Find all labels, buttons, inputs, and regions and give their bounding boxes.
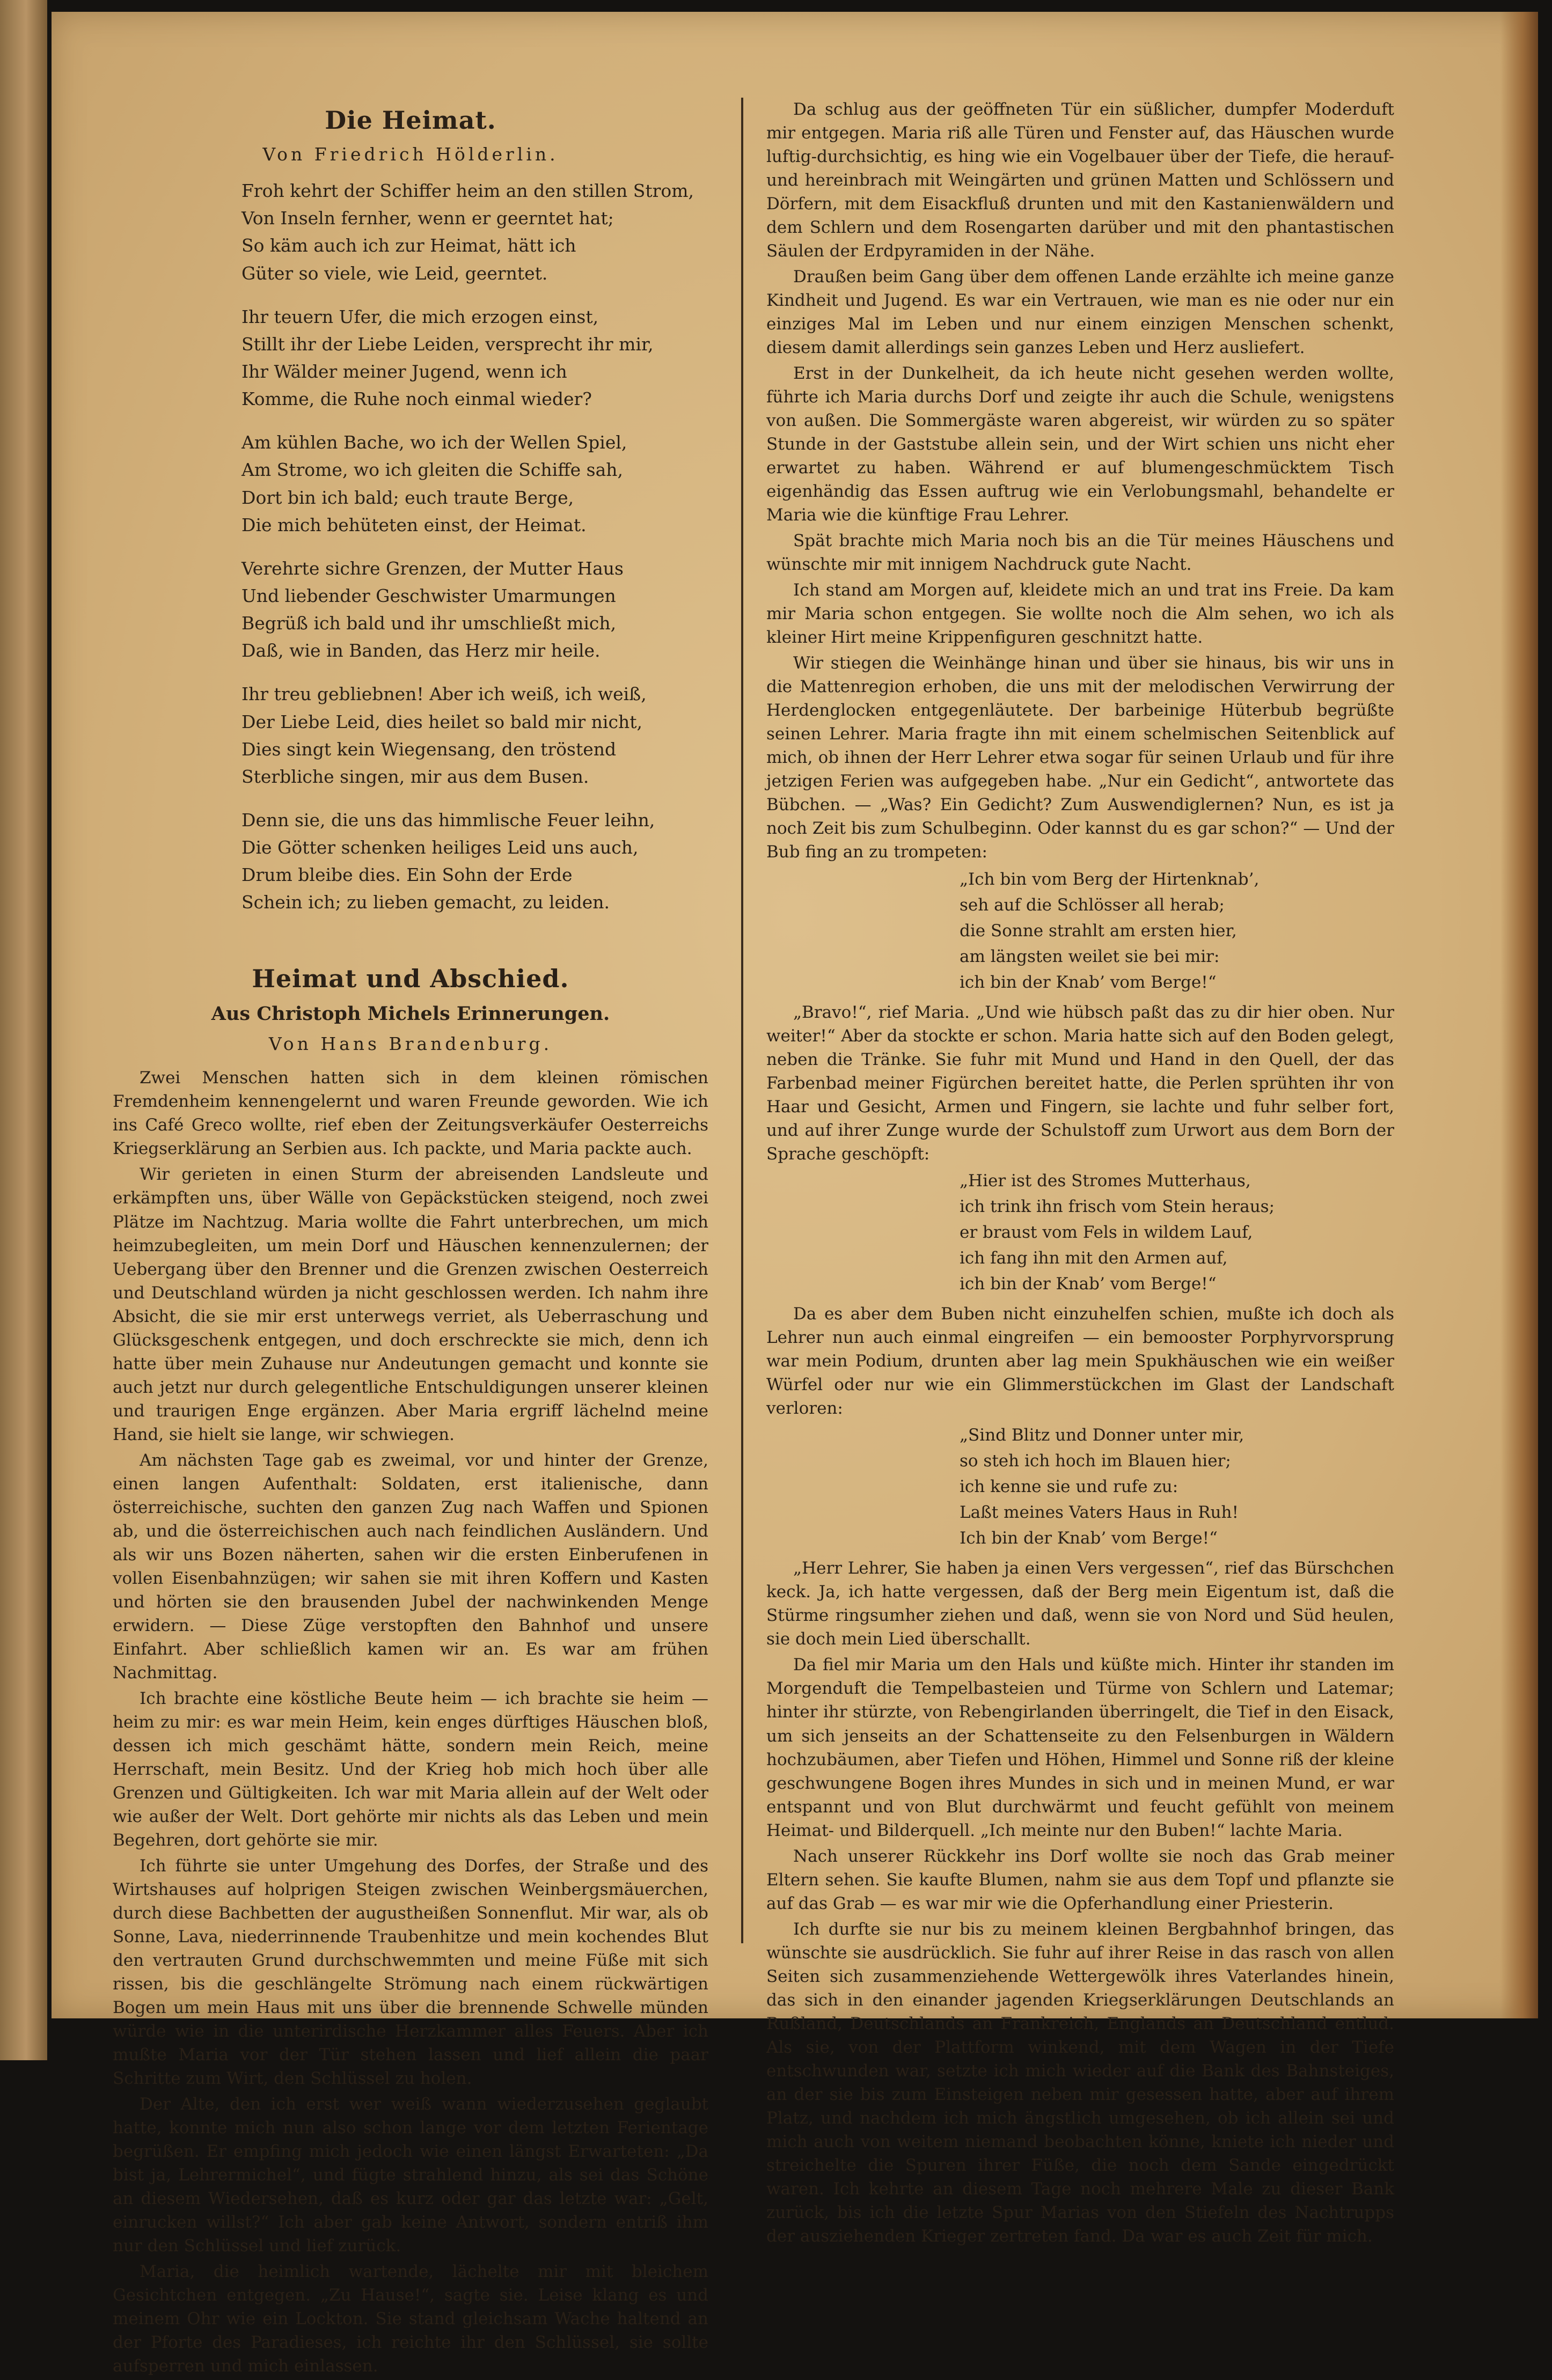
song-line: Laßt meines Vaters Haus in Ruh! bbox=[960, 1503, 1239, 1523]
story-paragraph: Da es aber dem Buben nicht einzuhelfen schien, mußte ich doch als Lehrer nun auch einmal eingreifen — ein bemooster Porphyrvorsprung war mein Podium, drunten aber lag mein Spukhäuschen wie ein weißer Würfel oder nur wie ein Glimmerstückchen im Glast der Landschaft verloren: bbox=[766, 1304, 1394, 1419]
song-verse bbox=[960, 1168, 1394, 1297]
left-column bbox=[113, 103, 708, 2380]
story-paragraph: Maria, die heimlich wartende, lächelte mir mit bleichem Gesichtchen entgegen. „Zu Hause!“, sagte sie. Leise klang es und meinem Ohr wie ein Lockton. Sie stand gleichsam Wache haltend an der Pforte des Paradieses, ich reichte ihr den Schlüssel, sie sollte aufsperren und mich einlassen. bbox=[113, 2262, 708, 2376]
poem-line: Die Götter schenken heiliges Leid uns auch, bbox=[241, 837, 639, 858]
poem-title: Die Heimat. bbox=[325, 106, 496, 135]
poem-author: Von Friedrich Hölderlin. bbox=[262, 144, 559, 165]
story-paragraph: Ich führte sie unter Umgehung des Dorfes, der Straße und des Wirtshauses auf holprigen Steigen zwischen Weinbergsmäuerchen, durch diese Bachbetten der augustheißen Sonnenflut. Mir war, als ob Sonne, Lava, niederrinnende Traubenhitze und mein kochendes Blut den vertrauten Grund durchschwemmten und meine Füße mit sich rissen, bis die geschlängelte Strömung nach einem rückwärtigen Bogen um mein Haus mit uns über die brennende Schwelle münden würde wie in die unterirdische Herzkammer alles Feuers. Aber ich mußte Maria vor der Tür stehen lassen und lief allein die paar Schritte zum Wirt, den Schlüssel zu holen. bbox=[113, 1856, 708, 2089]
story-paragraph: Der Alte, den ich erst wer weiß wann wiederzusehen geglaubt hatte, konnte mich nun also schon lange vor dem letzten Ferientage begrüßen. Er empfing mich jedoch wie einen längst Erwarteten: „Da bist ja, Lehrermichel“, und fügte strahlend hinzu, als sei das Schöne an diesem Wiedersehen, daß es kurz oder gar das letzte war: „Gelt, einrucken willst?“ Ich aber gab keine Antwort, sondern entriß ihm nur den Schlüssel und lief zurück. bbox=[113, 2095, 708, 2256]
story-author: Von Hans Brandenburg. bbox=[268, 1033, 553, 1054]
poem-line: Daß, wie in Banden, das Herz mir heile. bbox=[241, 640, 601, 662]
story-paragraph: Zwei Menschen hatten sich in dem kleinen römischen Fremdenheim kennengelernt und waren Freunde geworden. Wie ich ins Café Greco wollte, rief eben der Zeitungsverkäufer Oesterreichs Kriegserklärung an Serbien aus. Ich packte, und Maria packte auch. bbox=[113, 1068, 708, 1159]
song-line: ich kenne sie und rufe zu: bbox=[960, 1477, 1178, 1497]
story-paragraph: Spät brachte mich Maria noch bis an die Tür meines Häuschens und wünschte mir mit innigem Nachdruck gute Nacht. bbox=[766, 531, 1394, 575]
story-paragraph: Draußen beim Gang über dem offenen Lande erzählte ich meine ganze Kindheit und Jugend. Es war ein Vertrauen, wie man es nie oder nur ein einziges Mal im Leben und nur einem einzigen Menschen schenkt, diesem damit allerdings sein ganzes Leben und Herz ausliefert. bbox=[766, 267, 1394, 358]
story-paragraph: „Bravo!“, rief Maria. „Und wie hübsch paßt das zu dir hier oben. Nur weiter!“ Aber da stockte er schon. Maria hatte sich auf den Boden gelegt, neben die Tränke. Sie fuhr mit Mund und Hand in den Quell, der das Farbenbad meiner Figürchen bereitet hatte, die Perlen sprühten ihr von Haar und Gesicht, Armen und Fingern, sie lachte und fuhr selber fort, und auf ihrer Zunge wurde der Schulstoff zum Urwort aus dem Born der Sprache geschöpft: bbox=[766, 1002, 1394, 1164]
story-paragraph: Erst in der Dunkelheit, da ich heute nicht gesehen werden wollte, führte ich Maria durchs Dorf und zeigte ihr auch die Schule, wenigstens von außen. Die Sommergäste waren abgereist, wir würden zu so später Stunde in der Gaststube allein sein, und der Wirt schien uns nicht eher erwartet zu haben. Während er auf blumengeschmücktem Tisch eigenhändig das Essen auftrug wie ein Verlobungsmahl, behandelte er Maria wie die künftige Frau Lehrer. bbox=[766, 364, 1394, 525]
poem-stanza bbox=[241, 303, 708, 413]
poem-stanza bbox=[241, 680, 708, 790]
right-column bbox=[766, 98, 1394, 2250]
poem-stanza bbox=[241, 555, 708, 665]
poem-line: Komme, die Ruhe noch einmal wieder? bbox=[241, 388, 592, 410]
poem-line: Der Liebe Leid, dies heilet so bald mir nicht, bbox=[241, 711, 642, 732]
poem-line: Ihr treu gebliebnen! Aber ich weiß, ich weiß, bbox=[241, 684, 647, 705]
story-paragraph: Ich brachte eine köstliche Beute heim — ich brachte sie heim — heim zu mir: es war mein Heim, kein enges dürftiges Häuschen bloß, dessen ich mich geschämt hätte, sondern mein Reich, meine Herrschaft, mein Besitz. Und der Krieg hob mich hoch über alle Grenzen und Gültigkeiten. Ich war mit Maria allein auf der Welt oder wie außer der Welt. Dort gehörte mir nichts als das Leben und mein Begehren, dort gehörte sie mir. bbox=[113, 1688, 708, 1850]
adjacent-page-fragment bbox=[0, 0, 47, 2060]
song-line: „Ich bin vom Berg der Hirtenknab’, bbox=[960, 869, 1260, 889]
page-spine-shadow bbox=[1500, 12, 1538, 2018]
poem-line: Verehrte sichre Grenzen, der Mutter Haus bbox=[241, 557, 624, 579]
song-line: ich trink ihn frisch vom Stein heraus; bbox=[960, 1196, 1275, 1216]
song-line: Ich bin der Knab’ vom Berge!“ bbox=[960, 1529, 1218, 1548]
newspaper-page bbox=[52, 12, 1538, 2376]
song-line: er braust vom Fels in wildem Lauf, bbox=[960, 1222, 1253, 1242]
poem-line: Stillt ihr der Liebe Leiden, versprecht ihr mir, bbox=[241, 333, 654, 355]
poem-line: Am Strome, wo ich gleiten die Schiffe sah, bbox=[241, 459, 624, 481]
poem-line: Froh kehrt der Schiffer heim an den stillen Strom, bbox=[241, 180, 694, 202]
poem-line: Ihr teuern Ufer, die mich erzogen einst, bbox=[241, 306, 599, 327]
story-paragraph: Da schlug aus der geöffneten Tür ein süßlicher, dumpfer Moderduft mir entgegen. Maria riß alle Türen und Fenster auf, das Häuschen wurde luftig-durchsichtig, es hing wie ein Vogelbauer über der Tiefe, die herauf- und hereinbrach mit Weingärten und grünen Matten und Schlössern und Dörfern, mit dem Eisackfluß drunten und mit den Kastanienwäldern und dem Schlern und dem Rosengarten darüber und mit den phantastischen Säulen der Erdpyramiden in der Nähe. bbox=[766, 100, 1394, 261]
story-paragraph: Am nächsten Tage gab es zweimal, vor und hinter der Grenze, einen langen Aufenthalt: Soldaten, erst italienische, dann österreichische, suchten den ganzen Zug nach Waffen und Spionen ab, und die österreichischen auch nach feindlichen Ausländern. Und als wir uns Bozen näherten, sahen wir die ersten Einberufenen in vollen Eisenbahnzügen; wir sahen sie mit ihren Koffern und Kasten und hörten sie den brausenden Jubel der nachwinkenden Menge erwidern. — Diese Züge verstopften den Bahnhof und unsere Einfahrt. Aber schließlich kamen wir an. Es war am frühen Nachmittag. bbox=[113, 1450, 708, 1683]
poem-body bbox=[241, 177, 708, 916]
song-verse bbox=[960, 866, 1394, 995]
poem-line: Ihr Wälder meiner Jugend, wenn ich bbox=[241, 361, 567, 383]
story-paragraph: Ich stand am Morgen auf, kleidete mich an und trat ins Freie. Da kam mir Maria schon entgegen. Sie wollte noch die Alm sehen, wo ich als kleiner Hirt meine Krippenfiguren geschnitzt hatte. bbox=[766, 581, 1394, 648]
poem-line: Die mich behüteten einst, der Heimat. bbox=[241, 514, 587, 535]
song-line: am längsten weilet sie bei mir: bbox=[960, 946, 1220, 966]
song-line: seh auf die Schlösser all herab; bbox=[960, 895, 1225, 915]
poem-line: Sterbliche singen, mir aus dem Busen. bbox=[241, 766, 589, 787]
story-paragraph: Ich durfte sie nur bis zu meinem kleinen Bergbahnhof bringen, das wünschte sie ausdrücklich. Sie fuhr auf ihrer Reise in das rasch von allen Seiten sich zusammenziehende Wettergewölk ihres Vaterlandes hinein, das sich in den einander jagenden Kriegserklärungen Deutschlands an Rußland, Deutschlands an Frankreich, Englands an Deutschland entlud. Als sie, von der Plattform winkend, mit dem Wagen in der Tiefe entschwunden war, setzte ich mich wieder auf die Bank des Bahnsteiges, an der sie bis zum Einsteigen neben mir gesessen hatte, aber auf ihrem Platz, und nachdem ich mich ängstlich umgesehen, ob ich allein sei und mich auch von weitem niemand beobachten könne, kniete ich nieder und streichelte die Spuren ihrer Füße, die noch dem Sande eingedrückt waren. Ich kehrte an diesem Tage noch mehrere Male zu dieser Bank zurück, bis ich die letzte Spur Marias von den Stiefeln des Nachtrupps der ausziehenden Krieger zertreten fand. Da war es auch Zeit für mich. bbox=[766, 1919, 1394, 2246]
story-subtitle: Aus Christoph Michels Erinnerungen. bbox=[211, 1002, 610, 1025]
poem-line: Dies singt kein Wiegensang, den tröstend bbox=[241, 738, 617, 760]
song-line: „Sind Blitz und Donner unter mir, bbox=[960, 1426, 1244, 1445]
poem-line: Am kühlen Bache, wo ich der Wellen Spiel, bbox=[241, 432, 627, 453]
song-line: die Sonne strahlt am ersten hier, bbox=[960, 921, 1237, 941]
story-paragraph: Wir stiegen die Weinhänge hinan und über sie hinaus, bis wir uns in die Mattenregion erhoben, die uns mit der melodischen Verwirrung der Herdenglocken entgegenläutete. Der barbeinige Hüterbub begrüßte seinen Lehrer. Maria fragte ihn mit einem schelmischen Seitenblick auf mich, ob ihnen der Herr Lehrer etwa sogar für seinen Urlaub und für ihre jetzigen Ferien was aufgegeben habe. „Nur ein Gedicht“, antwortete das Bübchen. — „Was? Ein Gedicht? Zum Auswendiglernen? Nun, es ist ja noch Zeit bis zum Schulbeginn. Oder kannst du es gar schon?“ — Und der Bub fing an zu trompeten: bbox=[766, 653, 1394, 862]
poem-line: Von Inseln fernher, wenn er geerntet hat; bbox=[241, 208, 614, 229]
poem-line: Begrüß ich bald und ihr umschließt mich, bbox=[241, 613, 617, 634]
poem-line: Schein ich; zu lieben gemacht, zu leiden. bbox=[241, 892, 610, 913]
column-divider bbox=[741, 98, 743, 1943]
poem-line: Drum bleibe dies. Ein Sohn der Erde bbox=[241, 864, 573, 886]
poem-stanza bbox=[241, 177, 708, 287]
poem-stanza bbox=[241, 429, 708, 539]
poem-line: So käm auch ich zur Heimat, hätt ich bbox=[241, 235, 576, 256]
song-line: ich bin der Knab’ vom Berge!“ bbox=[960, 1274, 1217, 1294]
poem-line: Dort bin ich bald; euch traute Berge, bbox=[241, 487, 574, 508]
story-body bbox=[113, 1066, 708, 2378]
song-line: ich fang ihn mit den Armen auf, bbox=[960, 1248, 1228, 1268]
poem-stanza bbox=[241, 806, 708, 916]
poem-line: Und liebender Geschwister Umarmungen bbox=[241, 585, 616, 606]
story-title: Heimat und Abschied. bbox=[252, 964, 569, 993]
song-line: ich bin der Knab’ vom Berge!“ bbox=[960, 972, 1217, 992]
poem-line: Denn sie, die uns das himmlische Feuer leihn, bbox=[241, 809, 655, 831]
story-paragraph: Wir gerieten in einen Sturm der abreisenden Landsleute und erkämpften uns, über Wälle von Gepäckstücken steigend, noch zwei Plätze im Nachtzug. Maria wollte die Fahrt unterbrechen, um mich heimzubegleiten, um mein Dorf und Häuschen kennenzulernen; der Uebergang über den Brenner und die Grenzen zwischen Oesterreich und Deutschland würden ja nicht geschlossen werden. Ich nahm ihre Absicht, die sie mir erst unterwegs verriet, als Ueberraschung und Glücksgeschenk entgegen, und doch erschreckte sie mich, denn ich hatte über mein Zuhause nur Andeutungen gemacht und konnte sie auch jetzt nur durch gelegentliche Entschuldigungen unserer kleinen und traurigen Enge ergänzen. Aber Maria ergriff lächelnd meine Hand, sie hielt sie lange, wir schwiegen. bbox=[113, 1165, 708, 1444]
story-paragraph: Nach unserer Rückkehr ins Dorf wollte sie noch das Grab meiner Eltern sehen. Sie kaufte Blumen, nahm sie aus dem Topf und pflanzte sie auf das Grab — es war mir wie die Opferhandlung einer Priesterin. bbox=[766, 1846, 1394, 1913]
song-line: „Hier ist des Stromes Mutterhaus, bbox=[960, 1171, 1251, 1191]
song-verse bbox=[960, 1422, 1394, 1551]
story-paragraph: Da fiel mir Maria um den Hals und küßte mich. Hinter ihr standen im Morgenduft die Tempelbasteien und Türme von Schlern und Latemar; hinter ihr stürzte, von Rebengirlanden überringelt, die Tief in den Eisack, um sich jenseits an der Schattenseite zu den Felsenburgen in Wäldern hochzubäumen, aber Tiefen und Höhen, Himmel und Sonne riß der kleine geschwungene Bogen ihres Mundes in sich und in meinen Mund, er war entspannt und von Blut durchwärmt und feucht gefühlt von meinem Heimat- und Bilderquell. „Ich meinte nur den Buben!“ lachte Maria. bbox=[766, 1655, 1394, 1840]
song-line: so steh ich hoch im Blauen hier; bbox=[960, 1451, 1231, 1471]
poem-line: Güter so viele, wie Leid, geerntet. bbox=[241, 262, 548, 284]
story-paragraph: „Herr Lehrer, Sie haben ja einen Vers vergessen“, rief das Bürschchen keck. Ja, ich hatte vergessen, daß der Berg mein Eigentum ist, daß die Stürme ringsumher ziehen und daß, wenn sie von Nord und Süd heulen, sie doch mein Lied überschallt. bbox=[766, 1559, 1394, 1649]
